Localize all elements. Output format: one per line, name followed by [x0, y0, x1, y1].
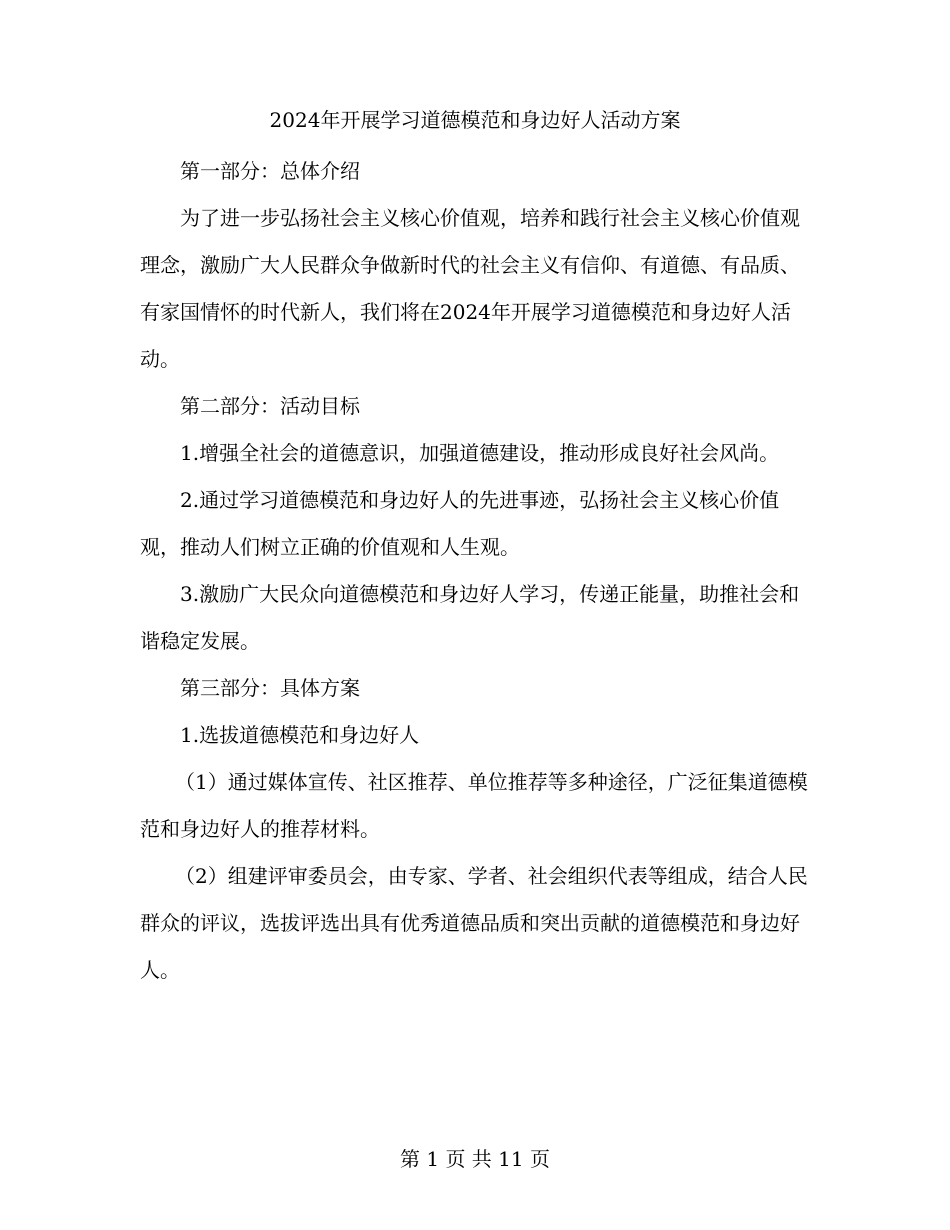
section-heading: 第三部分：具体方案: [180, 676, 360, 700]
sub-list-item: （2）组建评审委员会，由专家、学者、社会组织代表等组成，结合人民群众的评议，选拔评选出具有优秀道德品质和突出贡献的道德模范和身边好人。: [140, 864, 808, 982]
list-item: 1.选拔道德模范和身边好人: [180, 723, 420, 747]
paragraph: 为了进一步弘扬社会主义核心价值观，培养和践行社会主义核心价值观理念，激励广大人民群众争做新时代的社会主义有信仰、有道德、有品质、有家国情怀的时代新人，我们将在2024年开展学习道德模范和身边好人活动。: [140, 206, 800, 371]
document-body: [140, 148, 812, 994]
section-heading: 第二部分：活动目标: [180, 394, 360, 418]
document-title: 2024年开展学习道德模范和身边好人活动方案: [269, 108, 681, 132]
section-heading: 第一部分：总体介绍: [180, 159, 360, 183]
page-footer: 第 1 页 共 11 页: [400, 1147, 550, 1171]
list-item: 2.通过学习道德模范和身边好人的先进事迹，弘扬社会主义核心价值观，推动人们树立正确的价值观和人生观。: [140, 488, 780, 559]
list-item: 3.激励广大民众向道德模范和身边好人学习，传递正能量，助推社会和谐稳定发展。: [140, 582, 800, 653]
list-item: 1.增强全社会的道德意识，加强道德建设，推动形成良好社会风尚。: [180, 441, 780, 465]
sub-list-item: （1）通过媒体宣传、社区推荐、单位推荐等多种途径，广泛征集道德模范和身边好人的推荐材料。: [140, 770, 808, 841]
